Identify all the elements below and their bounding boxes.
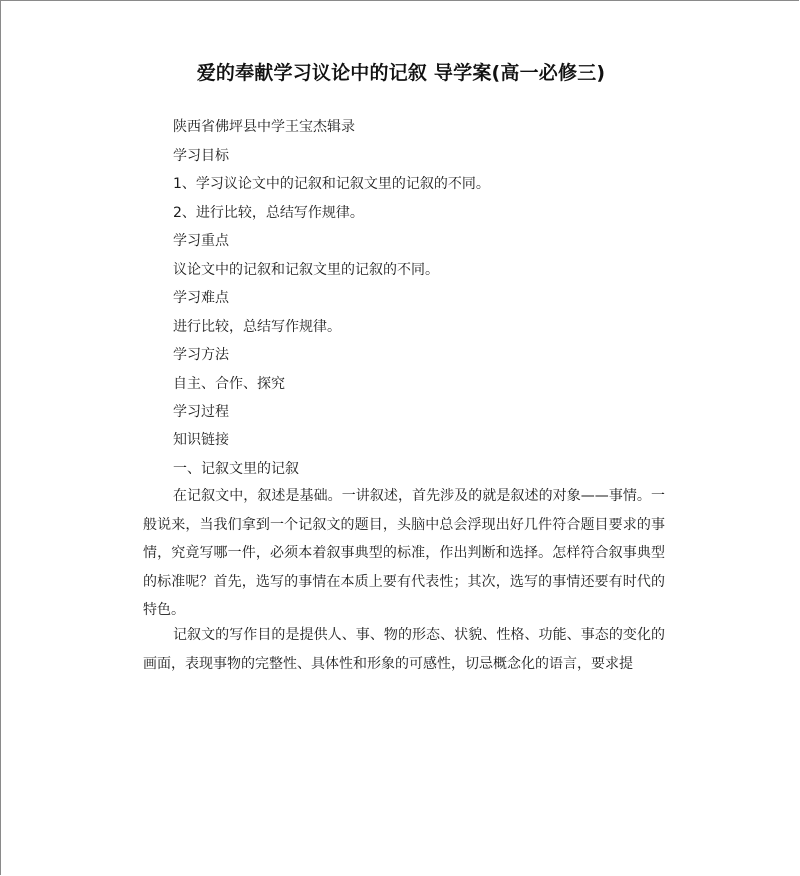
section-heading-objectives: 学习目标 [173, 148, 229, 164]
section-heading-process: 学习过程 [173, 404, 229, 420]
section-heading-key-points: 学习重点 [173, 233, 229, 249]
objective-item-2: 2、进行比较，总结写作规律。 [173, 205, 364, 221]
subsection-heading-narrative: 一、记叙文里的记叙 [173, 461, 299, 477]
key-point-text: 议论文中的记叙和记叙文里的记叙的不同。 [173, 262, 439, 278]
body-paragraph-1: 在记叙文中，叙述是基础。一讲叙述，首先涉及的就是叙述的对象——事情。一般说来，当我们拿到一个记叙文的题目，头脑中总会浮现出好几件符合题目要求的事情，究竟写哪一件，必须本着叙事典型的标准，作出判断和选择。怎样符合叙事典型的标准呢？首先，选写的事情在本质上要有代表性；其次，选写的事情还要有时代的特色。 [143, 488, 665, 619]
section-heading-knowledge-link: 知识链接 [173, 432, 229, 448]
body-paragraph-2: 记叙文的写作目的是提供人、事、物的形态、状貌、性格、功能、事态的变化的画面，表现事物的完整性、具体性和形象的可感性，切忌概念化的语言，要求提 [143, 627, 665, 672]
section-heading-methods: 学习方法 [173, 347, 229, 363]
page-title: 爱的奉献学习议论中的记叙 导学案(高一必修三) [196, 62, 606, 84]
methods-text: 自主、合作、探究 [173, 376, 285, 392]
objective-item-1: 1、学习议论文中的记叙和记叙文里的记叙的不同。 [173, 176, 490, 192]
section-heading-difficulties: 学习难点 [173, 290, 229, 306]
difficulty-text: 进行比较，总结写作规律。 [173, 319, 341, 335]
compiler-line: 陕西省佛坪县中学王宝杰辑录 [173, 119, 355, 135]
